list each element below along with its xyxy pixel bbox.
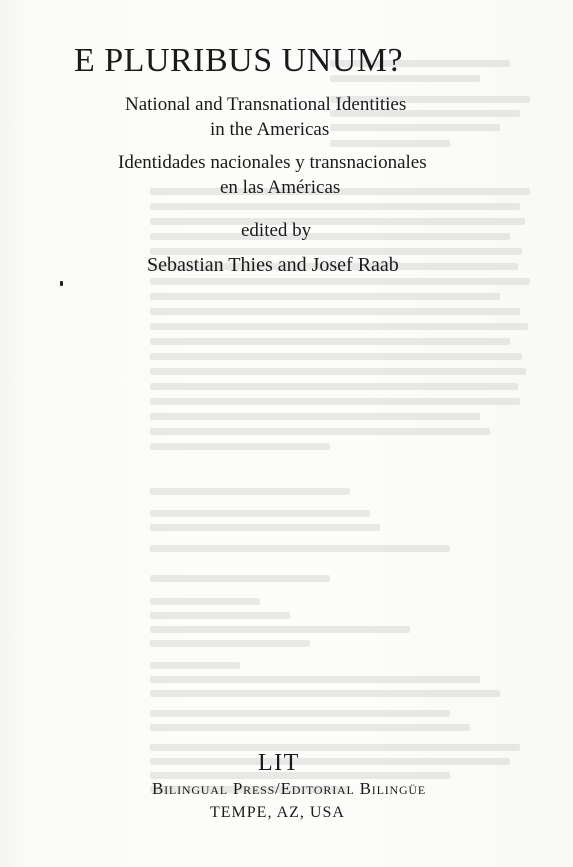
book-title: E PLURIBUS UNUM? [74,42,404,79]
edited-by-label: edited by [241,220,312,241]
subtitle-english-line-1: National and Transnational Identities [125,94,407,115]
subtitle-english-line-2: in the Americas [210,119,330,140]
publisher-location: TEMPE, AZ, USA [210,804,345,821]
subtitle-spanish-line-1: Identidades nacionales y transnacionales [118,152,427,173]
print-speck [60,281,63,286]
publisher-logo: LIT [258,750,300,776]
editors-names: Sebastian Thies and Josef Raab [147,254,399,276]
subtitle-spanish-line-2: en las Américas [220,177,341,198]
publisher-press-name: Bilingual Press/Editorial Bilingüe [152,779,427,798]
